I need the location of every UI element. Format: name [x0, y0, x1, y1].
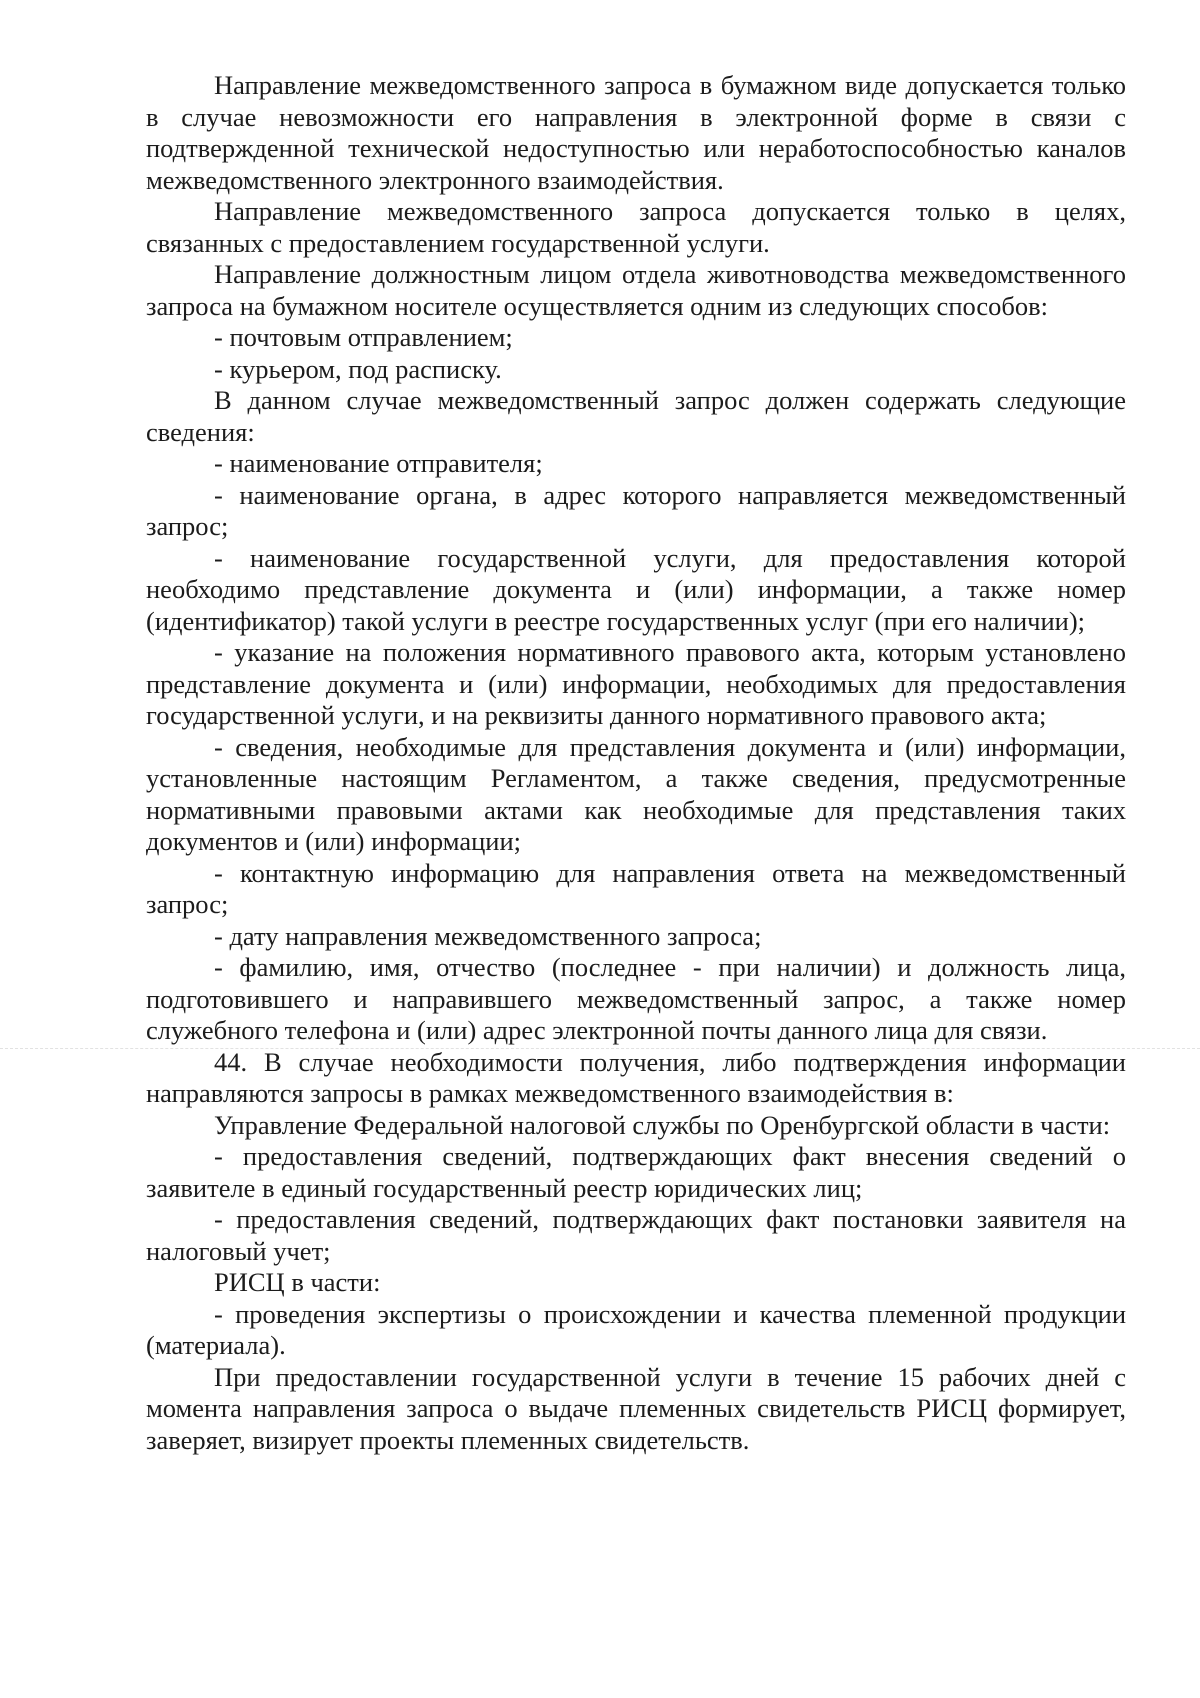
paragraph-tax-service: Управление Федеральной налоговой службы по Оренбургской области в части:: [214, 1109, 1111, 1140]
list-item-recipient-name: - наименование органа, в адрес которого направляется межведомственный запрос;: [146, 479, 1126, 541]
paragraph-breeding-certificates: При предоставлении государственной услуги в течение 15 рабочих дней с момента направления запроса о выдаче племенных свидетельств РИСЦ формирует, заверяет, визирует проекты племенных свидетельств.: [146, 1361, 1126, 1455]
list-item-required-info: - сведения, необходимые для представления документа и (или) информации, установленные настоящим Регламентом, а также сведения, предусмотренные нормативными правовыми актами как необходимые для представления таких документов и (или) информации;: [146, 731, 1126, 856]
paragraph-delivery-methods: Направление должностным лицом отдела животноводства межведомственного запроса на бумажном носителе осуществляется одним из следующих способов:: [146, 259, 1126, 321]
document-body: [146, 70, 1126, 1456]
list-item-legal-act: - указание на положения нормативного правового акта, которым установлено представление документа и (или) информации, необходимых для предоставления государственной услуги, и на реквизиты данного нормативного правового акта;: [146, 637, 1126, 730]
list-item-contact-info: - контактную информацию для направления ответа на межведомственный запрос;: [146, 857, 1126, 919]
list-item-post: - почтовым отправлением;: [214, 322, 513, 352]
list-item-request-date: - дату направления межведомственного запроса;: [214, 920, 762, 951]
list-item-courier: - курьером, под расписку.: [214, 353, 502, 384]
list-item-tax-registration: - предоставления сведений, подтверждающих факт постановки заявителя на налоговый учет;: [146, 1204, 1126, 1266]
list-item-sender-name: - наименование отправителя;: [214, 448, 543, 478]
paragraph-paper-request: Направление межведомственного запроса в бумажном виде допускается только в случае невозможности его направления в электронной форме в связи с подтвержденной технической недоступностью или неработоспособностью каналов межведомственного электронного взаимодействия.: [146, 70, 1126, 195]
list-item-service-name: - наименование государственной услуги, для предоставления которой необходимо представление документа и (или) информации, а также номер (идентификатор) такой услуги в реестре государственных услуг (при его наличии);: [146, 542, 1126, 636]
list-item-responsible-person: - фамилию, имя, отчество (последнее - при наличии) и должность лица, подготовившего и направившего межведомственный запрос, а также номер служебного телефона и (или) адрес электронной почты данного лица для связи.: [146, 952, 1126, 1045]
list-item-expertise: - проведения экспертизы о происхождении и качества племенной продукции (материала).: [146, 1298, 1126, 1360]
paragraph-request-contents: В данном случае межведомственный запрос должен содержать следующие сведения:: [146, 385, 1126, 447]
paragraph-risc: РИСЦ в части:: [214, 1267, 381, 1297]
list-item-legal-entities-registry: - предоставления сведений, подтверждающих факт внесения сведений о заявителе в единый государственный реестр юридических лиц;: [146, 1141, 1126, 1203]
paragraph-section-44: 44. В случае необходимости получения, либо подтверждения информации направляются запросы в рамках межведомственного взаимодействия в:: [146, 1046, 1126, 1108]
paragraph-request-purpose: Направление межведомственного запроса допускается только в целях, связанных с предоставлением государственной услуги.: [146, 196, 1126, 258]
